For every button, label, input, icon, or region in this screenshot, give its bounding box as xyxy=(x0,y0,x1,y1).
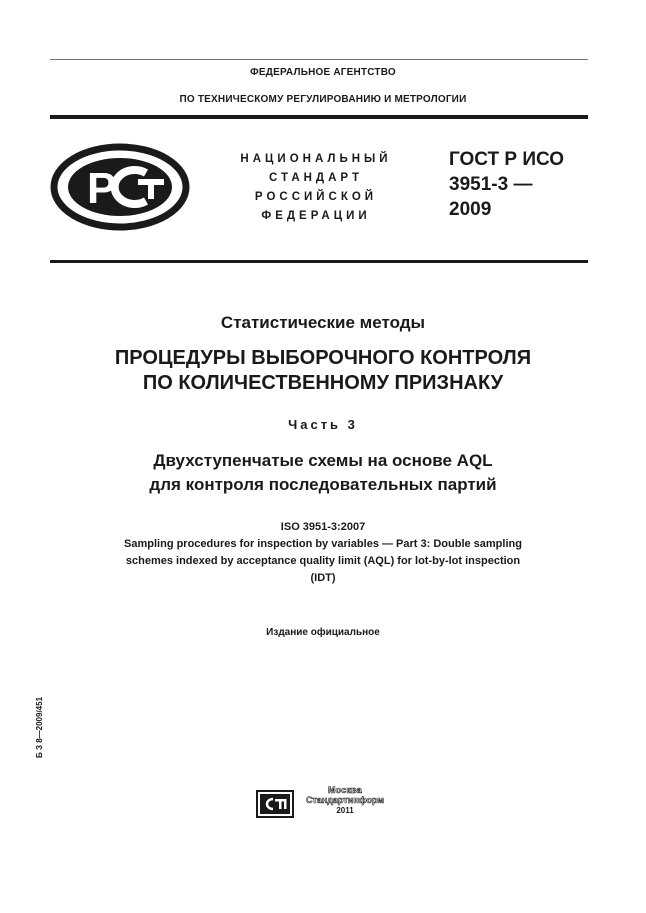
national-line3: РОССИЙСКОЙ xyxy=(254,191,378,203)
national-line2: СТАНДАРТ xyxy=(269,172,363,184)
header-agency-line2: ПО ТЕХНИЧЕСКОМУ РЕГУЛИРОВАНИЮ И МЕТРОЛОГИИ xyxy=(179,94,467,105)
publisher-year: 2011 xyxy=(336,806,354,815)
svg-text:Р: Р xyxy=(87,164,117,213)
rst-certification-logo-icon xyxy=(50,143,190,231)
header-agency-line1: ФЕДЕРАЛЬНОЕ АГЕНТСТВО xyxy=(250,67,396,78)
publisher-city: Москва xyxy=(327,785,362,795)
iso-english-line1: Sampling procedures for inspection by variables — Part 3: Double sampling xyxy=(124,538,522,550)
edition-label: Издание официальное xyxy=(266,627,380,638)
national-line1: НАЦИОНАЛЬНЫЙ xyxy=(240,153,392,165)
iso-english-line2: schemes indexed by acceptance quality limit (AQL) for lot-by-lot inspection xyxy=(125,555,521,567)
iso-english-line3: (IDT) xyxy=(310,572,336,584)
gost-line3: 2009 xyxy=(449,199,492,220)
gost-line1: ГОСТ Р ИСО xyxy=(449,149,565,170)
part-label: Часть 3 xyxy=(288,417,358,432)
publisher-name: Стандартинформ xyxy=(305,795,385,805)
top-thick-rule xyxy=(50,115,588,119)
title-main-line2: ПО КОЛИЧЕСТВЕННОМУ ПРИЗНАКУ xyxy=(142,372,504,394)
middle-rule xyxy=(50,260,588,263)
top-thin-rule xyxy=(50,59,588,60)
subtitle-line1: Двухступенчатые схемы на основе AQL xyxy=(153,451,493,470)
side-catalog-code: Б З 8—2009/451 xyxy=(35,696,44,758)
gost-line2: 3951-3 — xyxy=(449,174,533,195)
iso-code: ISO 3951-3:2007 xyxy=(280,521,366,533)
national-standard-block xyxy=(226,150,406,226)
gost-designation xyxy=(449,147,564,222)
publisher-block xyxy=(305,785,385,815)
title-category: Статистические методы xyxy=(220,313,426,332)
standartinform-logo-icon xyxy=(256,790,294,818)
national-line4: ФЕДЕРАЦИИ xyxy=(261,210,371,222)
title-main-line1: ПРОЦЕДУРЫ ВЫБОРОЧНОГО КОНТРОЛЯ xyxy=(114,347,532,369)
subtitle-line2: для контроля последовательных партий xyxy=(149,475,497,494)
